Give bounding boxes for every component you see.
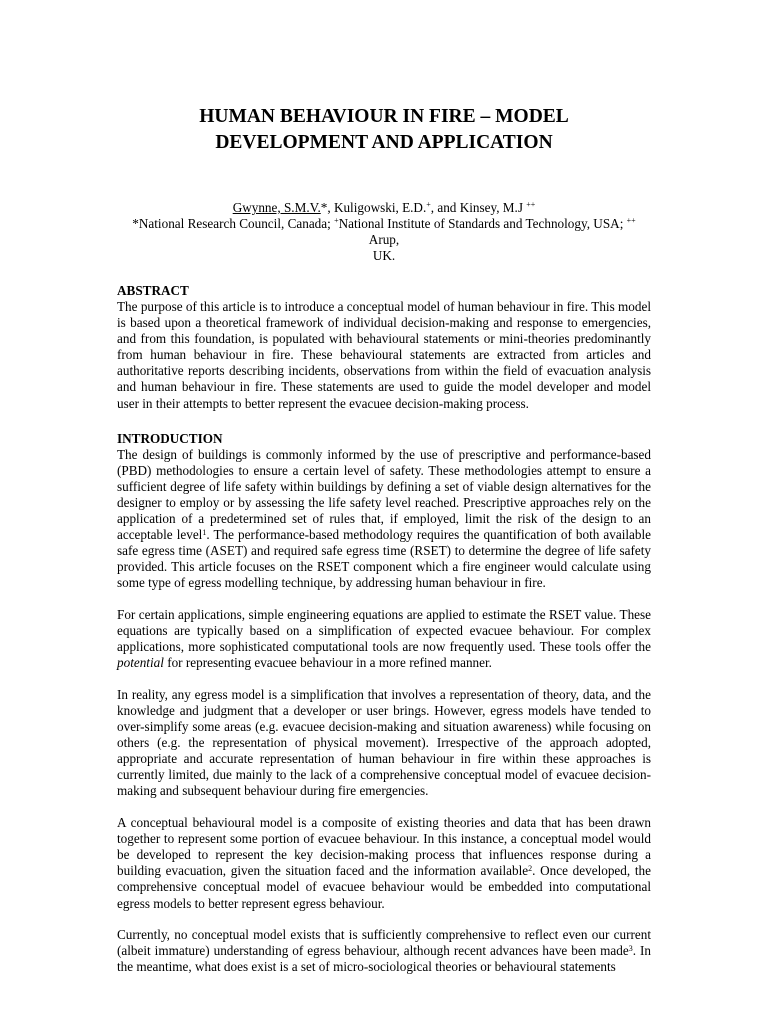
author-3: Kinsey, M.J [459,200,523,215]
abstract-text: The purpose of this article is to introduce a conceptual model of human behaviour in fire. This model is based upon a theoretical framework of individual decision-making and response to emergencies, and from this foundation, is populated with behavioural statements or mini-theories predominantly from human behaviour in fire. These behavioural statements are extracted from articles and authoritative reports describing incidents, observations from within the field of evacuation analysis and human behaviour in fire. These statements are used to guide the model developer and model user in their attempts to better represent the evacuee decision-making process. [117,299,651,411]
paper-title [117,104,651,156]
intro-p2-emphasis: potential [117,655,164,671]
intro-paragraph-2 [117,607,651,671]
abstract-section [117,283,651,412]
author-separator: , and [430,200,460,215]
affiliation-1: *National Research Council, Canada; [132,216,335,231]
reference-3: 3 [628,944,633,954]
author-separator: , [327,200,334,215]
intro-p5-text-a: Currently, no conceptual model exists that is sufficiently comprehensive to reflect even our current (albeit immature) understanding of egress behaviour, although recent advances have been made [117,927,651,959]
author-1: Gwynne, S.M.V. [232,200,321,215]
reference-1: 1 [202,528,207,538]
affiliation-2-mark: + [334,216,339,225]
abstract-heading: ABSTRACT [117,283,189,298]
introduction-heading: INTRODUCTION [117,430,223,446]
intro-p5-text-b: . In the meantime, what does exist is a set of micro-sociological theories or behavioural statements [117,943,651,975]
intro-p2-text-b: for representing evacuee behaviour in a more refined manner. [163,655,492,671]
affiliation-line [117,216,651,264]
author-block [117,200,651,264]
author-line [117,200,651,216]
intro-p1-text-b: . The performance-based methodology requires the quantification of both available safe egress time (ASET) and required safe egress time (RSET) to determine the degree of life safety provided. This article focuses on the RSET component which a fire engineer would calculate using some type of egress modelling technique, by addressing human behaviour in fire. [117,527,652,591]
intro-paragraph-5 [117,927,651,975]
author-2-mark: + [426,200,431,209]
author-2: Kuligowski, E.D. [333,200,427,215]
intro-p4-text-b: . Once developed, the comprehensive conceptual model of evacuee behaviour would be embedded into computational egress models to better represent egress behaviour. [117,863,651,911]
affiliation-3: Arup, [368,232,400,247]
intro-paragraph-1 [117,447,651,592]
intro-paragraph-4 [117,815,651,912]
title-line-2: DEVELOPMENT AND APPLICATION [215,132,553,153]
reference-2: 2 [528,864,533,874]
intro-p2-text-a: For certain applications, simple engineering equations are applied to estimate the RSET value. These equations are typically based on a simplification of expected evacuee behaviour. For complex applications, more sophisticated computational tools are now frequently used. These tools offer the [117,607,651,655]
affiliation-2: National Institute of Standards and Technology, USA; [338,216,627,231]
intro-p1-text-a: The design of buildings is commonly informed by the use of prescriptive and performance-based (PBD) methodologies to ensure a certain level of safety. These methodologies attempt to ensure a sufficient degree of life safety within buildings by defining a set of viable design alternatives for the designer to employ or by assessing the life safety level reached. Prescriptive approaches rely on the application of a predetermined set of rules that, if employed, limit the risk of the design to an acceptable level [117,446,651,543]
intro-paragraph-3: In reality, any egress model is a simplification that involves a representation of theory, data, and the knowledge and judgment that a developer or user brings. However, egress models have tended to over-simplify some areas (e.g. evacuee decision-making and situation awareness) while focusing on others (e.g. the representation of physical movement). Irrespective of the approach adopted, appropriate and accurate representation of human behaviour in fire within these approaches is currently limited, due mainly to the lack of a comprehensive conceptual model of evacuee decision-making and subsequent behaviour during fire emergencies. [117,686,651,799]
affiliation-3-mark: ++ [626,216,636,225]
introduction-section [117,431,651,976]
affiliation-3-country: UK. [372,248,396,263]
author-3-mark: ++ [526,200,536,209]
intro-p4-text-a: A conceptual behavioural model is a composite of existing theories and data that has been drawn together to represent some portion of evacuee behaviour. In this instance, a conceptual model would be developed to represent the key decision-making process that influences response during a building evacuation, given the situation faced and the information available [117,815,651,879]
author-1-mark: * [320,200,328,215]
title-line-1: HUMAN BEHAVIOUR IN FIRE – MODEL [199,106,569,127]
